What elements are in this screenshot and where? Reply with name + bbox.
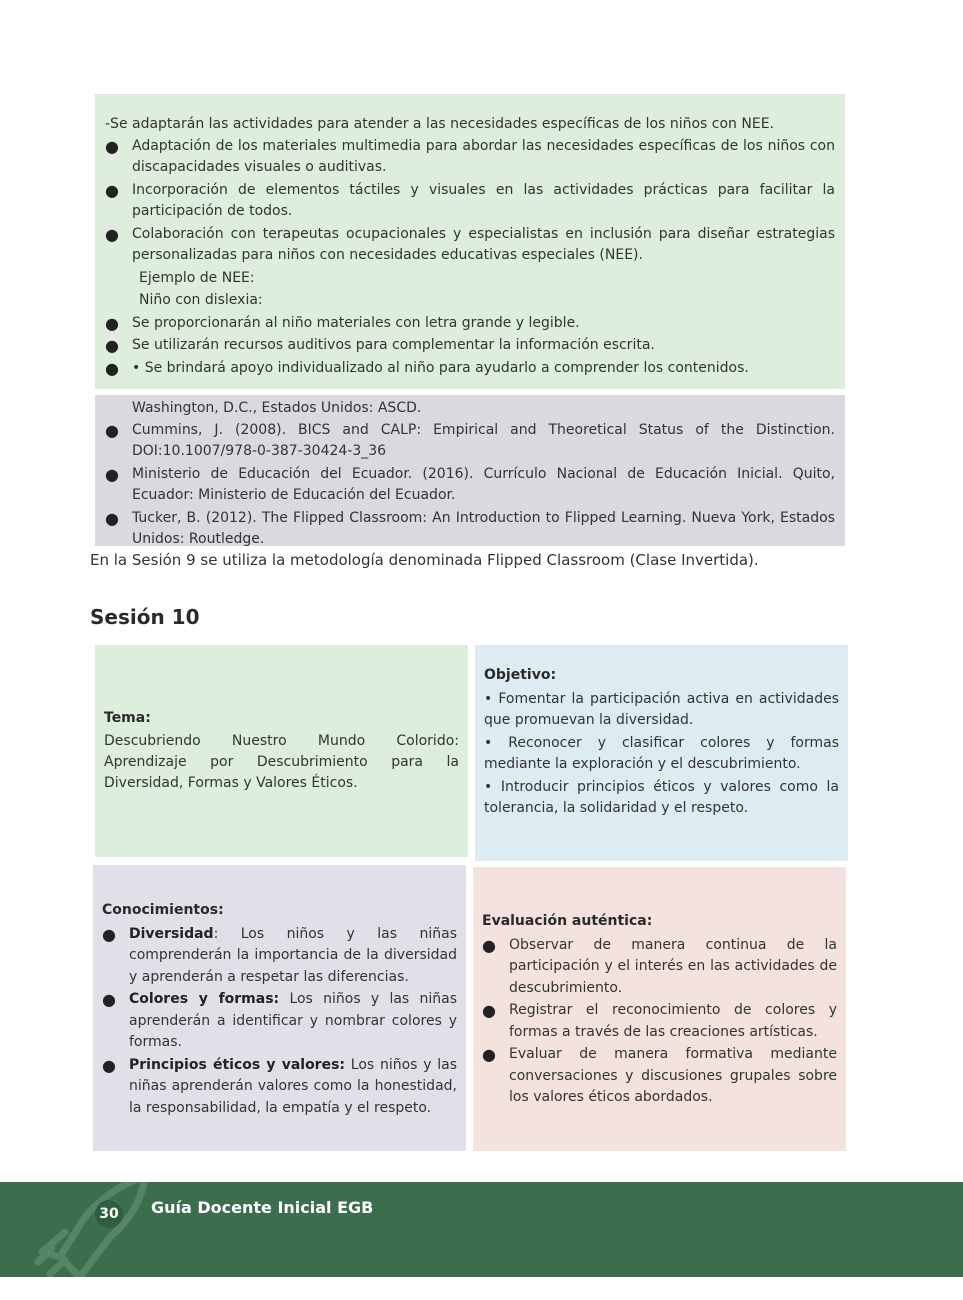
nee-list-b <box>105 313 835 380</box>
list-item: ● Principios éticos y valores: Los niños y las niñas aprenderán valores como la honestidad, la responsabilidad, la empatía y el respeto. <box>102 1055 458 1116</box>
references-list <box>105 420 835 547</box>
tema-card <box>95 645 468 857</box>
objetivo-item: • Reconocer y clasificar colores y formas mediante la exploración y el descubrimiento. <box>484 734 839 772</box>
page-footer <box>0 1182 963 1277</box>
evaluacion-card <box>473 867 846 1151</box>
list-item: ● Colaboración con terapeutas ocupacionales y especialistas en inclusión para diseñar estrategias personalizadas para niños con necesidades educativas especiales (NEE). <box>105 224 835 263</box>
bullet-icon: ● <box>482 1001 496 1020</box>
bullet-icon: ● <box>105 508 119 528</box>
reference-item: ● Cummins, J. (2008). BICS and CALP: Empirical and Theoretical Status of the Distinction. DOI:10.1007/978-0-387-30424-3_36 <box>105 420 835 459</box>
list-item: ● Diversidad: Los niños y las niñas comprenderán la importancia de la diversidad y aprenderán a respetar las diferencias. <box>102 924 458 985</box>
list-item: ● Se proporcionarán al niño materiales con letra grande y legible. <box>105 313 580 333</box>
bullet-icon: ● <box>102 924 116 944</box>
objetivo-card <box>475 645 848 861</box>
rocket-icon <box>30 1182 190 1277</box>
bullet-icon: ● <box>482 935 496 955</box>
bullet-icon: ● <box>105 313 119 333</box>
list-item: ● Colores y formas: Los niños y las niñas aprenderán a identificar y nombrar colores y formas. <box>102 990 458 1050</box>
bullet-icon: ● <box>482 1045 496 1064</box>
bullet-icon: ● <box>102 990 116 1009</box>
objetivo-item: • Fomentar la participación activa en actividades que promuevan la diversidad. <box>484 690 839 728</box>
list-item: ● Se utilizarán recursos auditivos para complementar la información escrita. <box>105 336 655 355</box>
reference-item: ● Ministerio de Educación del Ecuador. (2016). Currículo Nacional de Educación Inicial. Quito, Ecuador: Ministerio de Educación del Ecuador. <box>105 464 835 503</box>
list-item: ● Registrar el reconocimiento de colores y formas a través de las creaciones artísticas. <box>482 1001 837 1040</box>
bullet-icon: ● <box>105 358 119 378</box>
list-item: ● Adaptación de los materiales multimedia para abordar las necesidades específicas de los niños con discapacidades visuales o auditivas. <box>105 136 835 175</box>
tema-label: Tema: <box>104 710 151 726</box>
list-item: ● • Se brindará apoyo individualizado al niño para ayudarlo a comprender los contenidos. <box>105 358 749 378</box>
bullet-icon: ● <box>105 180 119 200</box>
evaluacion-list <box>482 935 837 1109</box>
nee-intro: -Se adaptarán las actividades para atender a las necesidades específicas de los niños con NEE. <box>105 116 774 132</box>
references-box <box>95 395 845 546</box>
bullet-icon: ● <box>105 464 119 484</box>
nee-example-case: Niño con dislexia: <box>139 292 263 308</box>
bullet-icon: ● <box>105 420 119 440</box>
nee-list-a <box>105 136 835 267</box>
conocimientos-list <box>102 924 457 1120</box>
bullet-icon: ● <box>105 336 119 355</box>
reference-continuation: Washington, D.C., Estados Unidos: ASCD. <box>132 400 422 416</box>
footer-title: Guía Docente Inicial EGB <box>151 1198 374 1217</box>
objetivo-item: • Introducir principios éticos y valores como la tolerancia, la solidaridad y el respeto. <box>484 778 839 816</box>
list-item: ● Evaluar de manera formativa mediante conversaciones y discusiones grupales sobre los valores éticos abordados. <box>482 1045 837 1105</box>
reference-item: ● Tucker, B. (2012). The Flipped Classroom: An Introduction to Flipped Learning. Nueva York, Estados Unidos: Routledge. <box>105 508 835 546</box>
nee-example-label: Ejemplo de NEE: <box>139 269 255 286</box>
list-item: ● Observar de manera continua de la participación y el interés en las actividades de descubrimiento. <box>482 935 837 996</box>
bullet-icon: ● <box>105 136 119 156</box>
session-title: Sesión 10 <box>90 605 200 629</box>
list-item: ● Incorporación de elementos táctiles y visuales en las actividades prácticas para facilitar la participación de todos. <box>105 180 835 219</box>
conocimientos-card <box>93 865 466 1151</box>
evaluacion-label: Evaluación auténtica: <box>482 913 653 929</box>
bullet-icon: ● <box>105 224 119 244</box>
nee-adaptations-box <box>95 94 845 389</box>
page-number: 30 <box>95 1200 123 1228</box>
tema-text: Descubriendo Nuestro Mundo Colorido: Aprendizaje por Descubrimiento para la Diversidad, Formas y Valores Éticos. <box>104 733 459 791</box>
session-9-caption: En la Sesión 9 se utiliza la metodología denominada Flipped Classroom (Clase Invertida). <box>90 551 759 569</box>
conocimientos-label: Conocimientos: <box>102 902 224 918</box>
bullet-icon: ● <box>102 1055 116 1075</box>
objetivo-label: Objetivo: <box>484 667 557 683</box>
